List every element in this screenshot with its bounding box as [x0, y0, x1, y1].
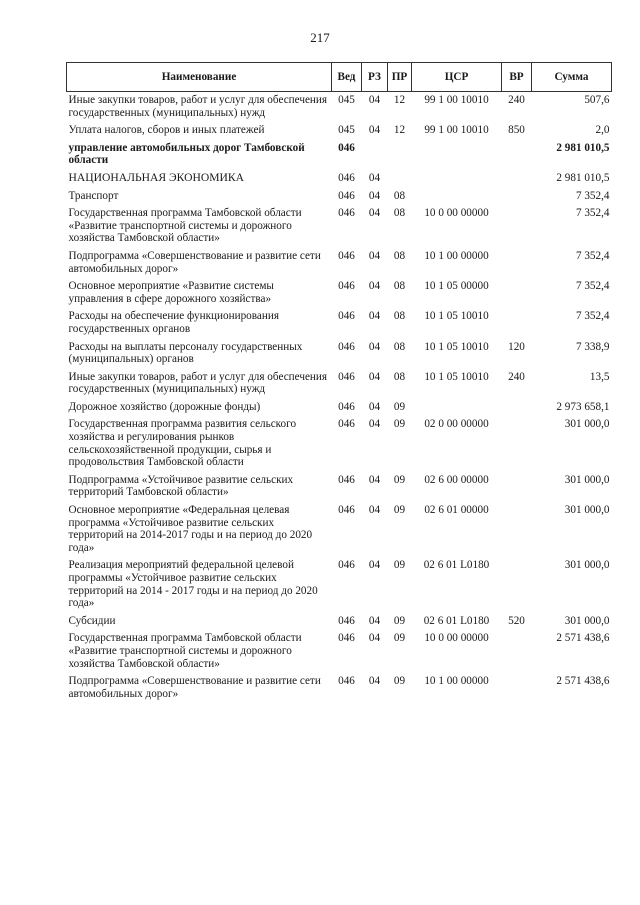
- row-csr-cell: [412, 170, 502, 188]
- row-sum-cell: 301 000,0: [564, 559, 610, 572]
- row-csr-cell: 02 0 00 00000: [424, 418, 489, 431]
- row-sum-cell: 2,0: [595, 124, 610, 137]
- row-sum-cell: 7 352,4: [575, 207, 610, 220]
- row-sum-cell: 507,6: [584, 94, 610, 106]
- row-name-cell: Основное мероприятие «Федеральная целевая программа «Устойчивое развитие сельских территорий на 2014-2017 годы и на период до 2020 года»: [68, 504, 313, 554]
- row-vr-cell: [502, 502, 532, 557]
- table-header-row: [67, 63, 612, 92]
- table-row: [67, 557, 612, 612]
- row-rz-cell: 04: [368, 400, 381, 413]
- row-rz-cell: 04: [368, 340, 381, 353]
- row-sum-cell: 301 000,0: [564, 418, 610, 431]
- row-csr-cell: 02 6 00 00000: [424, 473, 489, 486]
- row-name-cell: Подпрограмма «Устойчивое развитие сельских территорий Тамбовской области»: [68, 473, 294, 499]
- row-vr-cell: [502, 399, 532, 417]
- row-ved-cell: 046: [338, 280, 355, 293]
- row-pr-cell: 09: [393, 400, 406, 413]
- row-sum-cell: 7 338,9: [575, 340, 610, 353]
- row-ved-cell: 045: [338, 124, 355, 137]
- row-ved-cell: 046: [338, 310, 355, 323]
- row-csr-cell: [412, 399, 502, 417]
- row-name-cell: Дорожное хозяйство (дорожные фонды): [68, 400, 261, 413]
- row-sum-cell: 2 973 658,1: [556, 400, 610, 413]
- row-rz-cell: 04: [368, 632, 381, 645]
- row-ved-cell: 046: [338, 632, 355, 645]
- row-name-cell: Расходы на обеспечение функционирования государственных органов: [68, 310, 279, 335]
- row-ved-cell: 046: [338, 370, 355, 383]
- row-rz-cell: 04: [368, 207, 381, 220]
- row-name-cell: Основное мероприятие «Развитие системы управления в сфере дорожного хозяйства»: [68, 280, 274, 305]
- row-csr-cell: 10 1 05 10010: [424, 340, 489, 353]
- row-ved-cell: 046: [338, 400, 355, 413]
- table-row: [67, 92, 612, 123]
- row-sum-cell: 13,5: [589, 370, 610, 383]
- row-csr-cell: 10 0 00 00000: [424, 632, 489, 645]
- row-csr-cell: [412, 188, 502, 206]
- row-name-cell: НАЦИОНАЛЬНАЯ ЭКОНОМИКА: [68, 170, 245, 184]
- row-vr-cell: [502, 170, 532, 188]
- row-sum-cell: 7 352,4: [575, 310, 610, 323]
- column-header-vr: ВР: [502, 63, 532, 92]
- row-name-cell: Подпрограмма «Совершенствование и развитие сети автомобильных дорог»: [68, 675, 321, 700]
- row-ved-cell: 046: [338, 504, 355, 517]
- row-pr-cell: 08: [393, 280, 406, 293]
- row-ved-cell: 046: [338, 418, 355, 431]
- table-row: [67, 339, 612, 369]
- column-header-rz: РЗ: [362, 63, 388, 92]
- row-sum-cell: 2 981 010,5: [556, 141, 610, 154]
- column-header-ved: Вед: [332, 63, 362, 92]
- row-csr-cell: 99 1 00 10010: [424, 94, 489, 106]
- row-sum-cell: 301 000,0: [564, 473, 610, 486]
- row-csr-cell: [412, 140, 502, 170]
- row-ved-cell: 046: [338, 559, 355, 572]
- row-vr-cell: [502, 472, 532, 502]
- row-rz-cell: 04: [368, 559, 381, 572]
- row-csr-cell: 10 1 05 10010: [424, 370, 489, 383]
- table-row: [67, 122, 612, 140]
- row-pr-cell: 09: [393, 632, 406, 645]
- row-pr-cell: 08: [393, 249, 406, 262]
- row-name-cell: Иные закупки товаров, работ и услуг для обеспечения государственных (муниципальных) нужд: [68, 370, 328, 396]
- row-name-cell: Реализация мероприятий федеральной целевой программы «Устойчивое развитие сельских территорий на 2014 - 2017 годы и на период до 2020 года»: [68, 559, 318, 610]
- row-rz-cell: 04: [368, 94, 381, 106]
- row-name-cell: управление автомобильных дорог Тамбовской области: [68, 141, 305, 167]
- table-row: [67, 248, 612, 278]
- row-ved-cell: 046: [338, 675, 355, 688]
- table-row: [67, 613, 612, 631]
- row-name-cell: Подпрограмма «Совершенствование и развитие сети автомобильных дорог»: [68, 249, 321, 275]
- row-sum-cell: 301 000,0: [564, 614, 610, 627]
- row-vr-cell: [502, 248, 532, 278]
- row-pr-cell: 08: [393, 189, 406, 202]
- row-rz-cell: 04: [368, 370, 381, 383]
- row-vr-cell: [502, 140, 532, 170]
- table-row: [67, 399, 612, 417]
- row-ved-cell: 046: [338, 340, 355, 353]
- row-csr-cell: 02 6 01 L0180: [423, 614, 490, 627]
- row-vr-cell: [502, 673, 532, 703]
- table-row: [67, 369, 612, 399]
- row-csr-cell: 10 1 05 00000: [424, 280, 489, 293]
- row-pr-cell: 09: [393, 675, 406, 688]
- row-rz-cell: 04: [368, 124, 381, 137]
- table-row: [67, 673, 612, 703]
- row-pr-cell: 09: [393, 559, 406, 572]
- row-rz-cell: 04: [368, 310, 381, 323]
- row-ved-cell: 046: [338, 207, 355, 220]
- row-vr-cell: [502, 630, 532, 673]
- row-sum-cell: 2 571 438,6: [556, 632, 610, 645]
- row-rz-cell: 04: [368, 249, 381, 262]
- column-header-csr: ЦСР: [412, 63, 502, 92]
- row-rz-cell: 04: [368, 504, 381, 517]
- row-rz-cell: 04: [368, 614, 381, 627]
- row-rz-cell: 04: [368, 171, 381, 184]
- row-name-cell: Государственная программа Тамбовской области «Развитие транспортной системы и дорожного хозяйства Тамбовской области»: [68, 207, 302, 245]
- row-ved-cell: 046: [338, 614, 355, 627]
- row-name-cell: Государственная программа развития сельского хозяйства и регулирования рынков сельскохозяйственной продукции, сырья и продовольствия Тамбовской области: [68, 418, 297, 469]
- row-pr-cell: 08: [393, 207, 406, 220]
- row-csr-cell: 10 1 00 00000: [424, 675, 489, 688]
- column-header-sum: Сумма: [532, 63, 612, 92]
- table-row: [67, 278, 612, 308]
- table-row: [67, 205, 612, 248]
- row-pr-cell: 12: [393, 94, 406, 106]
- table-body: [67, 92, 612, 704]
- column-header-name: Наименование: [67, 63, 332, 92]
- row-csr-cell: 02 6 01 L0180: [423, 559, 490, 572]
- row-name-cell: Субсидии: [68, 614, 116, 627]
- row-name-cell: Иные закупки товаров, работ и услуг для обеспечения государственных (муниципальных) нужд: [68, 94, 328, 119]
- row-name-cell: Расходы на выплаты персоналу государственных (муниципальных) органов: [68, 340, 303, 366]
- row-pr-cell: 09: [393, 504, 406, 517]
- row-pr-cell: 12: [393, 124, 406, 137]
- row-vr-cell: [502, 188, 532, 206]
- row-pr-cell: 09: [393, 473, 406, 486]
- row-vr-cell: [502, 205, 532, 248]
- row-ved-cell: 046: [338, 171, 355, 184]
- row-ved-cell: 046: [338, 141, 355, 154]
- row-name-cell: Государственная программа Тамбовской области «Развитие транспортной системы и дорожного хозяйства Тамбовской области»: [68, 632, 302, 670]
- row-pr-cell: 09: [393, 418, 406, 431]
- row-pr-cell: [388, 140, 412, 170]
- table-row: [67, 188, 612, 206]
- row-vr-cell: [502, 278, 532, 308]
- row-rz-cell: 04: [368, 418, 381, 431]
- budget-table: [66, 62, 612, 703]
- row-rz-cell: 04: [368, 675, 381, 688]
- row-sum-cell: 2 571 438,6: [556, 675, 610, 688]
- table-row: [67, 416, 612, 471]
- row-vr-cell: 240: [508, 94, 525, 106]
- row-vr-cell: 120: [508, 340, 525, 353]
- table-row: [67, 502, 612, 557]
- row-ved-cell: 046: [338, 249, 355, 262]
- row-rz-cell: 04: [368, 280, 381, 293]
- table-row: [67, 170, 612, 188]
- row-pr-cell: 08: [393, 370, 406, 383]
- table-row: [67, 472, 612, 502]
- row-pr-cell: 09: [393, 614, 406, 627]
- row-vr-cell: 850: [508, 124, 525, 137]
- row-pr-cell: 08: [393, 340, 406, 353]
- row-rz-cell: [362, 140, 388, 170]
- row-vr-cell: [502, 308, 532, 338]
- row-vr-cell: 520: [508, 614, 525, 627]
- table-row: [67, 308, 612, 338]
- table-row: [67, 140, 612, 170]
- row-ved-cell: 045: [338, 94, 355, 106]
- row-pr-cell: [388, 170, 412, 188]
- row-sum-cell: 301 000,0: [564, 504, 610, 517]
- row-sum-cell: 2 981 010,5: [556, 171, 610, 184]
- row-rz-cell: 04: [368, 473, 381, 486]
- row-vr-cell: 240: [508, 370, 525, 383]
- row-rz-cell: 04: [368, 189, 381, 202]
- row-name-cell: Уплата налогов, сборов и иных платежей: [68, 124, 265, 137]
- row-ved-cell: 046: [338, 473, 355, 486]
- page-number: 217: [310, 30, 330, 45]
- row-ved-cell: 046: [338, 189, 355, 202]
- column-header-pr: ПР: [388, 63, 412, 92]
- row-csr-cell: 10 0 00 00000: [424, 207, 489, 220]
- row-csr-cell: 02 6 01 00000: [424, 504, 489, 517]
- row-vr-cell: [502, 557, 532, 612]
- row-sum-cell: 7 352,4: [575, 280, 610, 293]
- row-name-cell: Транспорт: [68, 189, 119, 202]
- row-csr-cell: 99 1 00 10010: [424, 124, 489, 137]
- row-sum-cell: 7 352,4: [575, 249, 610, 262]
- row-pr-cell: 08: [393, 310, 406, 323]
- row-sum-cell: 7 352,4: [575, 189, 610, 202]
- table-row: [67, 630, 612, 673]
- row-vr-cell: [502, 416, 532, 471]
- row-csr-cell: 10 1 05 10010: [424, 310, 489, 323]
- row-csr-cell: 10 1 00 00000: [424, 249, 489, 262]
